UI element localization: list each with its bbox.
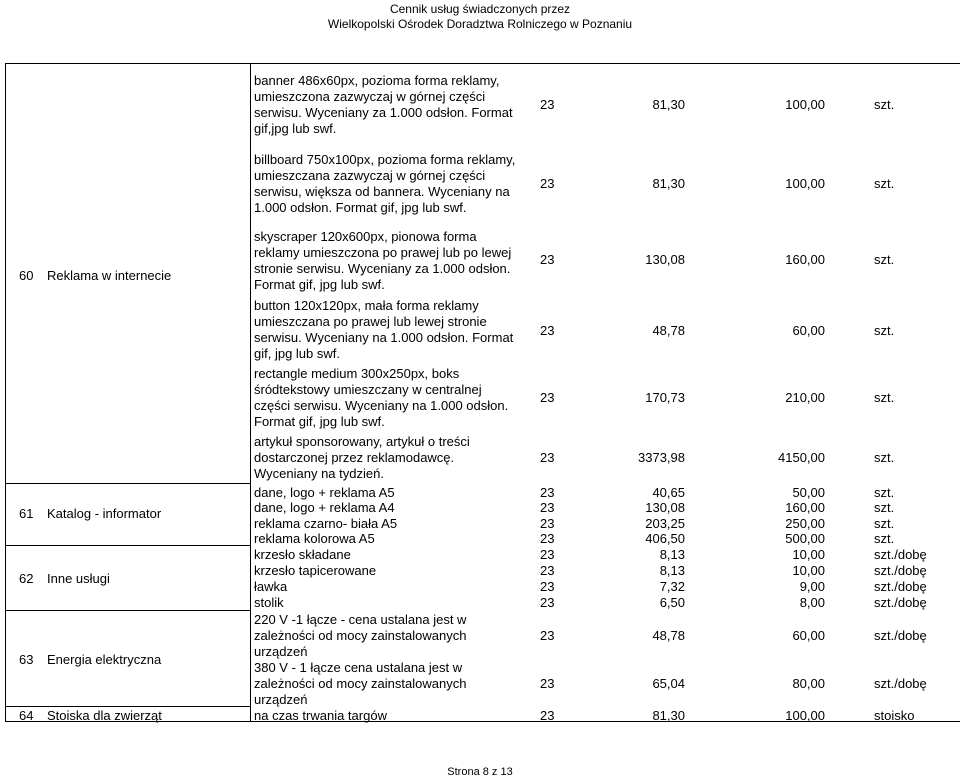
row-description: zależności od mocy zainstalowanych [254, 628, 467, 643]
row-description: krzesło tapicerowane [254, 563, 377, 578]
row-description: krzesło składane [254, 547, 351, 562]
group-number: 63 [19, 652, 34, 667]
page-header [0, 2, 960, 32]
group-number: 64 [19, 708, 34, 723]
row-description: dane, logo + reklama A4 [254, 500, 395, 515]
row-gross-price: 100,00 [785, 708, 825, 723]
row-unit: szt./dobę [874, 547, 927, 562]
row-unit: szt./dobę [874, 579, 927, 594]
row-description: serwisu, większa od bannera. Wyceniany na [254, 184, 510, 199]
group-category: Stoiska dla zwierząt [47, 708, 162, 723]
row-description: reklamy umieszczona po prawej lub po lewej [254, 245, 512, 260]
row-unit: szt./dobę [874, 595, 927, 610]
group-divider [5, 483, 250, 484]
row-description: stronie serwisu. Wyceniany za 1.000 odsłon. [254, 261, 511, 276]
row-unit: szt./dobę [874, 563, 927, 578]
row-description: Format gif, jpg lub swf. [254, 414, 385, 429]
row-description: Format gif, jpg lub swf. [254, 277, 385, 292]
row-vat: 23 [540, 595, 555, 610]
row-net-price: 3373,98 [638, 450, 685, 465]
row-vat: 23 [540, 176, 555, 191]
row-vat: 23 [540, 97, 555, 112]
row-gross-price: 8,00 [799, 595, 825, 610]
row-description: reklama kolorowa A5 [254, 531, 375, 546]
column-divider [250, 63, 251, 721]
group-category: Reklama w internecie [47, 268, 172, 283]
row-net-price: 203,25 [645, 516, 685, 531]
row-vat: 23 [540, 323, 555, 338]
group-number: 60 [19, 268, 34, 283]
row-vat: 23 [540, 579, 555, 594]
row-net-price: 81,30 [652, 708, 685, 723]
row-description: skyscraper 120x600px, pionowa forma [254, 229, 477, 244]
row-net-price: 130,08 [645, 252, 685, 267]
row-unit: szt. [874, 516, 895, 531]
row-description: 220 V -1 łącze - cena ustalana jest w [254, 612, 467, 627]
row-gross-price: 160,00 [785, 500, 825, 515]
row-description: urządzeń [254, 644, 308, 659]
row-net-price: 8,13 [659, 563, 685, 578]
row-unit: szt. [874, 97, 895, 112]
row-gross-price: 10,00 [792, 563, 825, 578]
group-category: Katalog - informator [47, 506, 162, 521]
row-description: dane, logo + reklama A5 [254, 485, 395, 500]
group-number: 61 [19, 506, 34, 521]
group-divider [5, 610, 250, 611]
row-vat: 23 [540, 390, 555, 405]
row-net-price: 40,65 [652, 485, 685, 500]
row-gross-price: 60,00 [792, 323, 825, 338]
header-line-2: Wielkopolski Ośrodek Doradztwa Rolniczego w Poznaniu [327, 17, 633, 31]
row-description: umieszczana zazwyczaj w górnej części [254, 168, 486, 183]
row-vat: 23 [540, 547, 555, 562]
page-number: Strona 8 z 13 [447, 766, 513, 778]
row-vat: 23 [540, 676, 555, 691]
row-net-price: 65,04 [652, 676, 685, 691]
row-vat: 23 [540, 500, 555, 515]
row-gross-price: 80,00 [792, 676, 825, 691]
row-net-price: 7,32 [659, 579, 685, 594]
row-unit: szt. [874, 485, 895, 500]
row-unit: szt. [874, 531, 895, 546]
row-net-price: 130,08 [645, 500, 685, 515]
row-net-price: 81,30 [652, 97, 685, 112]
group-category: Energia elektryczna [47, 652, 162, 667]
row-net-price: 6,50 [659, 595, 685, 610]
row-description: urządzeń [254, 692, 308, 707]
row-description: umieszczana po prawej lub lewej stronie [254, 314, 487, 329]
row-net-price: 48,78 [652, 323, 685, 338]
row-vat: 23 [540, 252, 555, 267]
row-description: banner 486x60px, pozioma forma reklamy, [254, 73, 500, 88]
group-category: Inne usługi [47, 571, 110, 586]
row-description: serwisu. Wyceniany na 1.000 odsłon. Format [254, 330, 514, 345]
table-border-left [5, 63, 6, 721]
row-description: części serwisu. Wyceniany na 1.000 odsłon. [254, 398, 509, 413]
row-description: button 120x120px, mała forma reklamy [254, 298, 479, 313]
row-vat: 23 [540, 708, 555, 723]
row-vat: 23 [540, 516, 555, 531]
row-description: gif,jpg lub swf. [254, 121, 337, 136]
row-gross-price: 100,00 [785, 97, 825, 112]
row-net-price: 406,50 [645, 531, 685, 546]
row-gross-price: 210,00 [785, 390, 825, 405]
row-vat: 23 [540, 531, 555, 546]
row-unit: szt. [874, 500, 895, 515]
row-unit: szt./dobę [874, 676, 927, 691]
row-description: 380 V - 1 łącze cena ustalana jest w [254, 660, 463, 675]
row-vat: 23 [540, 628, 555, 643]
row-unit: szt. [874, 390, 895, 405]
row-vat: 23 [540, 485, 555, 500]
row-description: dostarczonej przez reklamodawcę. [254, 450, 455, 465]
row-vat: 23 [540, 563, 555, 578]
row-description: artykuł sponsorowany, artykuł o treści [254, 434, 470, 449]
row-description: na czas trwania targów [254, 708, 387, 723]
table-border-top [5, 63, 960, 64]
row-description: reklama czarno- biała A5 [254, 516, 398, 531]
row-description: rectangle medium 300x250px, boks [254, 366, 460, 381]
row-description: 1.000 odsłon. Format gif, jpg lub swf. [254, 200, 467, 215]
row-gross-price: 250,00 [785, 516, 825, 531]
row-gross-price: 4150,00 [778, 450, 825, 465]
row-gross-price: 9,00 [799, 579, 825, 594]
row-description: ławka [254, 579, 288, 594]
row-gross-price: 100,00 [785, 176, 825, 191]
row-net-price: 48,78 [652, 628, 685, 643]
group-divider [5, 545, 250, 546]
row-gross-price: 60,00 [792, 628, 825, 643]
row-unit: szt. [874, 323, 895, 338]
group-divider [5, 706, 250, 707]
row-gross-price: 160,00 [785, 252, 825, 267]
row-description: umieszczona zazwyczaj w górnej części [254, 89, 486, 104]
row-description: serwisu. Wyceniany za 1.000 odsłon. Format [254, 105, 513, 120]
row-net-price: 170,73 [645, 390, 685, 405]
row-vat: 23 [540, 450, 555, 465]
row-description: stolik [254, 595, 284, 610]
row-unit: stoisko [874, 708, 915, 723]
row-gross-price: 10,00 [792, 547, 825, 562]
row-gross-price: 50,00 [792, 485, 825, 500]
row-description: Wyceniany na tydzień. [254, 466, 384, 481]
row-unit: szt. [874, 252, 895, 267]
row-description: billboard 750x100px, pozioma forma reklamy, [254, 152, 516, 167]
row-net-price: 8,13 [659, 547, 685, 562]
header-line-1: Cennik usług świadczonych przez [389, 2, 571, 16]
row-unit: szt./dobę [874, 628, 927, 643]
group-number: 62 [19, 571, 34, 586]
row-description: gif, jpg lub swf. [254, 346, 340, 361]
row-net-price: 81,30 [652, 176, 685, 191]
row-description: śródtekstowy umieszczany w centralnej [254, 382, 482, 397]
row-gross-price: 500,00 [785, 531, 825, 546]
row-unit: szt. [874, 176, 895, 191]
row-description: zależności od mocy zainstalowanych [254, 676, 467, 691]
row-unit: szt. [874, 450, 895, 465]
